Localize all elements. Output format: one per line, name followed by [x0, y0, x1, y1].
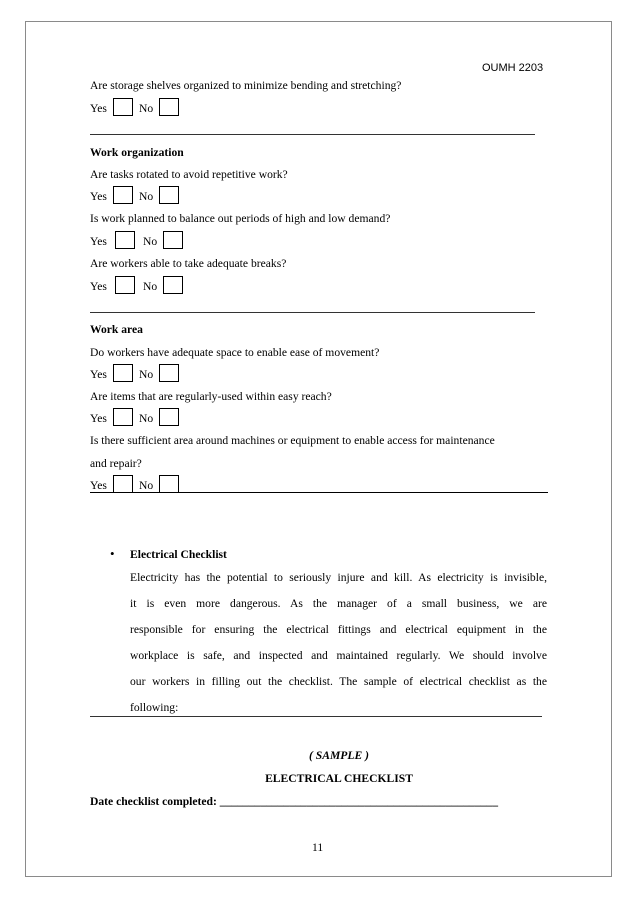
question-adequate-breaks: Are workers able to take adequate breaks?: [90, 257, 287, 270]
section-end-line: [90, 492, 548, 493]
paragraph-line: it is even more dangerous. As the manager of a small business, we are: [130, 597, 547, 610]
date-completed-field: [90, 795, 498, 809]
yes-label: Yes: [90, 190, 107, 203]
no-checkbox[interactable]: [159, 408, 179, 426]
no-label: No: [143, 280, 158, 293]
paragraph-line: following:: [130, 701, 179, 714]
question-machine-access-line2: and repair?: [90, 457, 142, 470]
yes-label: Yes: [90, 479, 107, 492]
no-checkbox[interactable]: [159, 475, 179, 493]
question-storage-shelves: Are storage shelves organized to minimize bending and stretching?: [90, 79, 402, 92]
section-heading-work-organization: Work organization: [90, 146, 184, 159]
page-number: 11: [312, 841, 324, 854]
bullet-icon: •: [110, 546, 115, 561]
no-checkbox[interactable]: [159, 98, 179, 116]
electrical-checklist-heading: ELECTRICAL CHECKLIST: [265, 772, 413, 785]
divider-line: [90, 716, 542, 717]
paragraph-line: responsible for ensuring the electrical fittings and electrical equipment in the: [130, 623, 547, 636]
yes-checkbox[interactable]: [115, 276, 135, 294]
no-label: No: [139, 102, 154, 115]
yes-checkbox[interactable]: [113, 408, 133, 426]
yes-checkbox[interactable]: [113, 475, 133, 493]
section-heading-work-area: Work area: [90, 323, 143, 336]
question-easy-reach: Are items that are regularly-used within easy reach?: [90, 390, 332, 403]
no-label: No: [139, 479, 154, 492]
no-label: No: [139, 190, 154, 203]
question-adequate-space: Do workers have adequate space to enable ease of movement?: [90, 346, 380, 359]
yes-checkbox[interactable]: [115, 231, 135, 249]
sample-label: ( SAMPLE ): [309, 749, 369, 762]
divider-line: [90, 312, 535, 313]
no-label: No: [139, 412, 154, 425]
no-checkbox[interactable]: [163, 276, 183, 294]
yes-label: Yes: [90, 412, 107, 425]
yes-checkbox[interactable]: [113, 98, 133, 116]
no-label: No: [139, 368, 154, 381]
question-work-planning: Is work planned to balance out periods of high and low demand?: [90, 212, 391, 225]
yes-checkbox[interactable]: [113, 364, 133, 382]
course-code-header: OUMH 2203: [482, 62, 544, 74]
paragraph-line: workplace is safe, and inspected and maintained regularly. We should involve: [130, 649, 547, 662]
paragraph-line: our workers in filling out the checklist. The sample of electrical checklist as the: [130, 675, 547, 688]
yes-label: Yes: [90, 368, 107, 381]
no-checkbox[interactable]: [159, 186, 179, 204]
yes-label: Yes: [90, 102, 107, 115]
date-completed-label: Date checklist completed:: [90, 795, 220, 808]
no-checkbox[interactable]: [163, 231, 183, 249]
question-machine-access-line1: Is there sufficient area around machines or equipment to enable access for maintenance: [90, 434, 495, 447]
no-label: No: [143, 235, 158, 248]
electrical-paragraph: [130, 565, 547, 721]
date-completed-blank[interactable]: ________________________________________________: [219, 795, 499, 808]
divider-line: [90, 134, 535, 135]
yes-label: Yes: [90, 280, 107, 293]
paragraph-line: Electricity has the potential to seriously injure and kill. As electricity is invisible,: [130, 571, 547, 584]
electrical-checklist-title: Electrical Checklist: [130, 548, 227, 561]
question-task-rotation: Are tasks rotated to avoid repetitive work?: [90, 168, 288, 181]
yes-label: Yes: [90, 235, 107, 248]
no-checkbox[interactable]: [159, 364, 179, 382]
yes-checkbox[interactable]: [113, 186, 133, 204]
